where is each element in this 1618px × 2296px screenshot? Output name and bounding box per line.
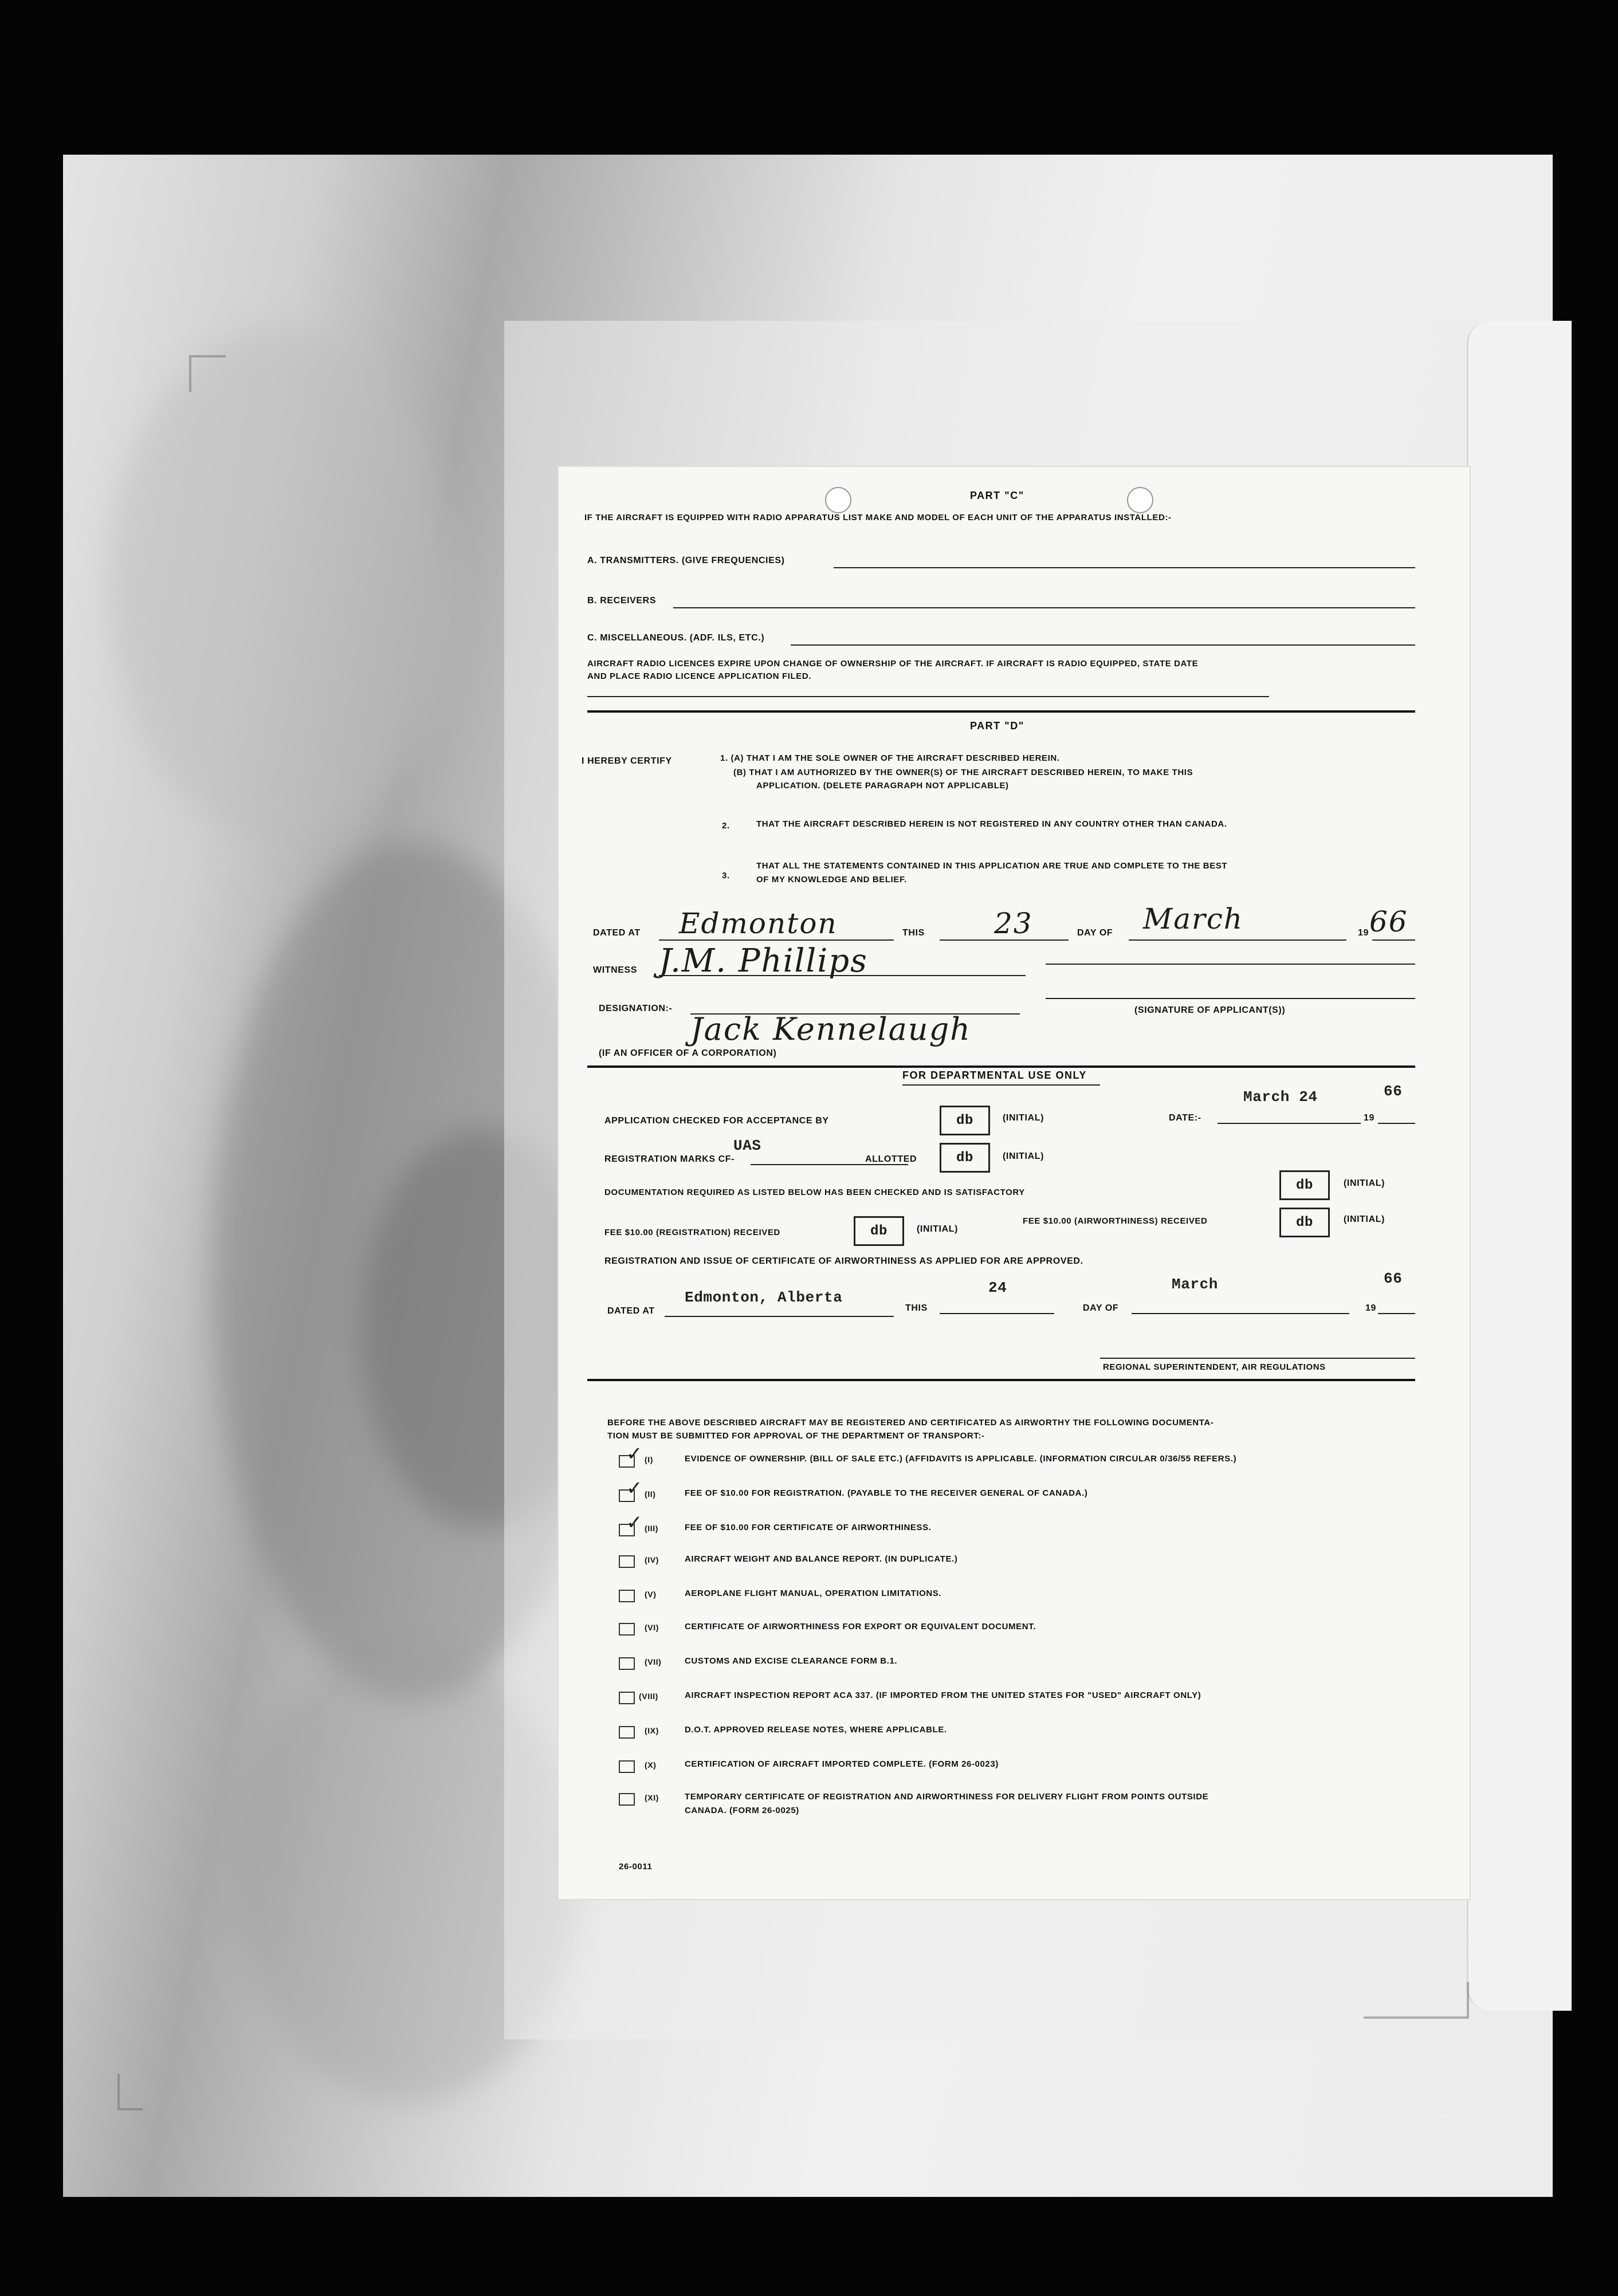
dated-at-label: DATED AT bbox=[593, 928, 641, 938]
approval-this-line bbox=[940, 1313, 1054, 1314]
miscellaneous-label: C. MISCELLANEOUS. (ADF. ILS, ETC.) bbox=[587, 633, 765, 643]
date-label: DATE:- bbox=[1169, 1113, 1201, 1123]
radio-intro: IF THE AIRCRAFT IS EQUIPPED WITH RADIO APPARATUS LIST MAKE AND MODEL OF EACH UNIT OF THE APPARATUS INSTALLED:- bbox=[584, 513, 1172, 522]
checklist-checkbox[interactable] bbox=[619, 1692, 635, 1704]
registration-marks-label: REGISTRATION MARKS CF- bbox=[604, 1154, 735, 1164]
checklist-item-text: TEMPORARY CERTIFICATE OF REGISTRATION AND AIRWORTHINESS FOR DELIVERY FLIGHT FROM POINTS OUTSIDE bbox=[685, 1792, 1209, 1802]
radio-licence-text-1: AIRCRAFT RADIO LICENCES EXPIRE UPON CHANGE OF OWNERSHIP OF THE AIRCRAFT. IF AIRCRAFT IS RADIO EQUIPPED, STATE DATE bbox=[587, 659, 1199, 669]
documentation-intro-2: TION MUST BE SUBMITTED FOR APPROVAL OF THE DEPARTMENT OF TRANSPORT:- bbox=[607, 1431, 985, 1441]
designation-label: DESIGNATION:- bbox=[599, 1004, 673, 1013]
receivers-line bbox=[673, 607, 1415, 608]
corner-mark bbox=[117, 2074, 143, 2110]
fee-registration-label: FEE $10.00 (REGISTRATION) RECEIVED bbox=[604, 1228, 780, 1237]
check-mark-icon: ✓ bbox=[626, 1512, 643, 1534]
checked-for-acceptance-label: APPLICATION CHECKED FOR ACCEPTANCE BY bbox=[604, 1116, 829, 1126]
approval-dated-at-value: Edmonton, Alberta bbox=[685, 1289, 843, 1306]
transmitters-label: A. TRANSMITTERS. (GIVE FREQUENCIES) bbox=[587, 556, 785, 565]
checklist-item-number: (X) bbox=[645, 1760, 657, 1770]
checklist-item-text: CERTIFICATE OF AIRWORTHINESS FOR EXPORT OR EQUIVALENT DOCUMENT. bbox=[685, 1622, 1036, 1631]
checklist-checkbox[interactable] bbox=[619, 1555, 635, 1568]
checklist-item-number: (V) bbox=[645, 1590, 657, 1599]
checklist-item-number: (VII) bbox=[645, 1657, 662, 1666]
approval-day-of-label: DAY OF bbox=[1083, 1303, 1119, 1313]
documentation-initial-label: (INITIAL) bbox=[1344, 1178, 1385, 1188]
radio-licence-text-2: AND PLACE RADIO LICENCE APPLICATION FILED. bbox=[587, 671, 812, 681]
part-d-title: PART "D" bbox=[970, 720, 1024, 732]
certify-item-1a: 1. (A) THAT I AM THE SOLE OWNER OF THE AIRCRAFT DESCRIBED HEREIN. bbox=[720, 753, 1060, 763]
part-c-title: PART "C" bbox=[970, 490, 1024, 501]
checklist-checkbox[interactable] bbox=[619, 1726, 635, 1739]
checklist-item-number: (III) bbox=[645, 1524, 658, 1533]
officer-note: (IF AN OFFICER OF A CORPORATION) bbox=[599, 1048, 777, 1058]
certify-item-3-line2: OF MY KNOWLEDGE AND BELIEF. bbox=[756, 875, 907, 884]
fee-registration-initial-label: (INITIAL) bbox=[917, 1224, 959, 1234]
checklist-checkbox[interactable] bbox=[619, 1760, 635, 1773]
documentation-intro-1: BEFORE THE ABOVE DESCRIBED AIRCRAFT MAY BE REGISTERED AND CERTIFICATED AS AIRWORTHY THE FOLLOWING DOCUMENTA- bbox=[607, 1418, 1214, 1428]
registration-form-page bbox=[559, 467, 1470, 1899]
corner-mark bbox=[189, 355, 226, 392]
dated-at-handwritten: Edmonton bbox=[679, 907, 838, 940]
checklist-item-text: D.O.T. APPROVED RELEASE NOTES, WHERE APPLICABLE. bbox=[685, 1725, 947, 1735]
corner-mark bbox=[1364, 1982, 1469, 2019]
checklist-item-text: EVIDENCE OF OWNERSHIP. (BILL OF SALE ETC.) (AFFIDAVITS IS APPLICABLE. (INFORMATION CIRCULAR 0/36/55 REFERS.) bbox=[685, 1454, 1237, 1464]
checklist-item-number: (XI) bbox=[645, 1793, 659, 1802]
documentation-checked-label: DOCUMENTATION REQUIRED AS LISTED BELOW HAS BEEN CHECKED AND IS SATISFACTORY bbox=[604, 1188, 1025, 1197]
date-year-prefix: 19 bbox=[1364, 1113, 1374, 1123]
checklist-item-text: FEE OF $10.00 FOR REGISTRATION. (PAYABLE TO THE RECEIVER GENERAL OF CANADA.) bbox=[685, 1488, 1088, 1498]
checklist-item-text: FEE OF $10.00 FOR CERTIFICATE OF AIRWORTHINESS. bbox=[685, 1523, 932, 1532]
punch-hole bbox=[825, 487, 851, 513]
transmitters-line bbox=[834, 567, 1415, 568]
fee-registration-initial-stamp: db bbox=[854, 1216, 904, 1246]
fee-airworthiness-label: FEE $10.00 (AIRWORTHINESS) RECEIVED bbox=[1023, 1216, 1208, 1226]
checklist-item-text: AIRCRAFT INSPECTION REPORT ACA 337. (IF IMPORTED FROM THE UNITED STATES FOR "USED" AIRCRAFT ONLY) bbox=[685, 1690, 1201, 1700]
approval-year-value: 66 bbox=[1384, 1270, 1403, 1287]
punch-hole bbox=[1127, 487, 1153, 513]
checklist-item-number: (I) bbox=[645, 1455, 654, 1464]
documentation-initial-stamp: db bbox=[1279, 1170, 1330, 1200]
approval-year-prefix: 19 bbox=[1365, 1303, 1376, 1313]
date-year-value: 66 bbox=[1384, 1083, 1403, 1100]
year-handwritten: 66 bbox=[1369, 905, 1408, 938]
day-of-handwritten: March bbox=[1143, 902, 1244, 935]
part-d-divider bbox=[587, 1066, 1415, 1068]
departmental-title-underline bbox=[902, 1084, 1100, 1086]
checklist-checkbox[interactable] bbox=[619, 1590, 635, 1602]
checklist-item-number: (VIII) bbox=[639, 1692, 658, 1701]
day-of-label: DAY OF bbox=[1077, 928, 1113, 938]
certify-item-1b-line1: (B) THAT I AM AUTHORIZED BY THE OWNER(S) OF THE AIRCRAFT DESCRIBED HEREIN, TO MAKE THIS bbox=[733, 768, 1193, 777]
checklist-item-number: (IX) bbox=[645, 1726, 659, 1735]
approval-day-of-value: March bbox=[1172, 1276, 1219, 1293]
this-handwritten: 23 bbox=[994, 907, 1033, 940]
certify-item-2: THAT THE AIRCRAFT DESCRIBED HEREIN IS NOT REGISTERED IN ANY COUNTRY OTHER THAN CANADA. bbox=[756, 819, 1227, 829]
date-line bbox=[1218, 1123, 1361, 1124]
this-label: THIS bbox=[902, 928, 925, 938]
check-mark-icon: ✓ bbox=[626, 1443, 643, 1465]
superintendent-signature-line bbox=[1100, 1358, 1415, 1359]
checklist-item-text: AIRCRAFT WEIGHT AND BALANCE REPORT. (IN DUPLICATE.) bbox=[685, 1554, 958, 1564]
checklist-item-text: AEROPLANE FLIGHT MANUAL, OPERATION LIMITATIONS. bbox=[685, 1589, 942, 1598]
certify-item-2-number: 2. bbox=[722, 821, 730, 831]
departmental-divider bbox=[587, 1379, 1415, 1381]
approval-this-label: THIS bbox=[905, 1303, 928, 1313]
checklist-checkbox[interactable] bbox=[619, 1793, 635, 1806]
superintendent-label: REGIONAL SUPERINTENDENT, AIR REGULATIONS bbox=[1103, 1362, 1326, 1372]
date-year-line bbox=[1378, 1123, 1415, 1124]
approval-dated-at-line bbox=[665, 1316, 894, 1317]
allotted-initial-label: (INITIAL) bbox=[1003, 1151, 1044, 1161]
checklist-checkbox[interactable] bbox=[619, 1623, 635, 1635]
check-mark-icon: ✓ bbox=[626, 1477, 643, 1499]
departmental-title: FOR DEPARTMENTAL USE ONLY bbox=[902, 1070, 1087, 1081]
year-prefix: 19 bbox=[1358, 928, 1369, 938]
checklist-item-number: (VI) bbox=[645, 1623, 659, 1632]
certify-label: I HEREBY CERTIFY bbox=[582, 756, 672, 766]
witness-label: WITNESS bbox=[593, 965, 638, 975]
allotted-label: ALLOTTED bbox=[865, 1154, 917, 1164]
fee-airworthiness-initial-stamp: db bbox=[1279, 1208, 1330, 1237]
witness-signature: J.M. Phillips bbox=[659, 942, 868, 980]
registration-marks-value: UAS bbox=[733, 1137, 761, 1154]
checked-initial-label: (INITIAL) bbox=[1003, 1113, 1044, 1123]
certify-item-3-number: 3. bbox=[722, 871, 730, 880]
year-line bbox=[1372, 939, 1415, 941]
approval-day-of-line bbox=[1132, 1313, 1349, 1314]
date-value: March 24 bbox=[1243, 1088, 1318, 1106]
applicant-signature: Jack Kennelaugh bbox=[690, 1011, 971, 1047]
form-number: 26-0011 bbox=[619, 1862, 653, 1872]
day-of-line bbox=[1129, 939, 1346, 941]
certify-item-3-line1: THAT ALL THE STATEMENTS CONTAINED IN THIS APPLICATION ARE TRUE AND COMPLETE TO THE BEST bbox=[756, 861, 1228, 871]
checklist-item-text: CERTIFICATION OF AIRCRAFT IMPORTED COMPLETE. (FORM 26-0023) bbox=[685, 1759, 999, 1769]
folder-edge bbox=[1467, 321, 1572, 2011]
signature-of-applicant-label: (SIGNATURE OF APPLICANT(S)) bbox=[1134, 1005, 1286, 1015]
approval-this-value: 24 bbox=[988, 1279, 1007, 1296]
checklist-item-text-continued: CANADA. (FORM 26-0025) bbox=[685, 1806, 799, 1815]
fee-airworthiness-initial-label: (INITIAL) bbox=[1344, 1214, 1385, 1224]
checklist-item-number: (IV) bbox=[645, 1555, 659, 1564]
part-c-divider bbox=[587, 710, 1415, 713]
miscellaneous-line bbox=[791, 644, 1415, 646]
licence-line bbox=[587, 696, 1269, 697]
allotted-initial-stamp: db bbox=[940, 1143, 990, 1173]
approval-dated-at-label: DATED AT bbox=[607, 1306, 655, 1316]
checked-initial-stamp: db bbox=[940, 1106, 990, 1135]
approval-label: REGISTRATION AND ISSUE OF CERTIFICATE OF AIRWORTHINESS AS APPLIED FOR ARE APPROVED. bbox=[604, 1256, 1083, 1266]
applicant-line-2 bbox=[1046, 998, 1415, 999]
checklist-item-text: CUSTOMS AND EXCISE CLEARANCE FORM B.1. bbox=[685, 1656, 898, 1666]
certify-item-1b-line2: APPLICATION. (DELETE PARAGRAPH NOT APPLICABLE) bbox=[756, 781, 1009, 791]
approval-year-line bbox=[1378, 1313, 1415, 1314]
checklist-item-number: (II) bbox=[645, 1489, 656, 1499]
receivers-label: B. RECEIVERS bbox=[587, 596, 657, 606]
checklist-checkbox[interactable] bbox=[619, 1657, 635, 1670]
applicant-line-1 bbox=[1046, 964, 1415, 965]
